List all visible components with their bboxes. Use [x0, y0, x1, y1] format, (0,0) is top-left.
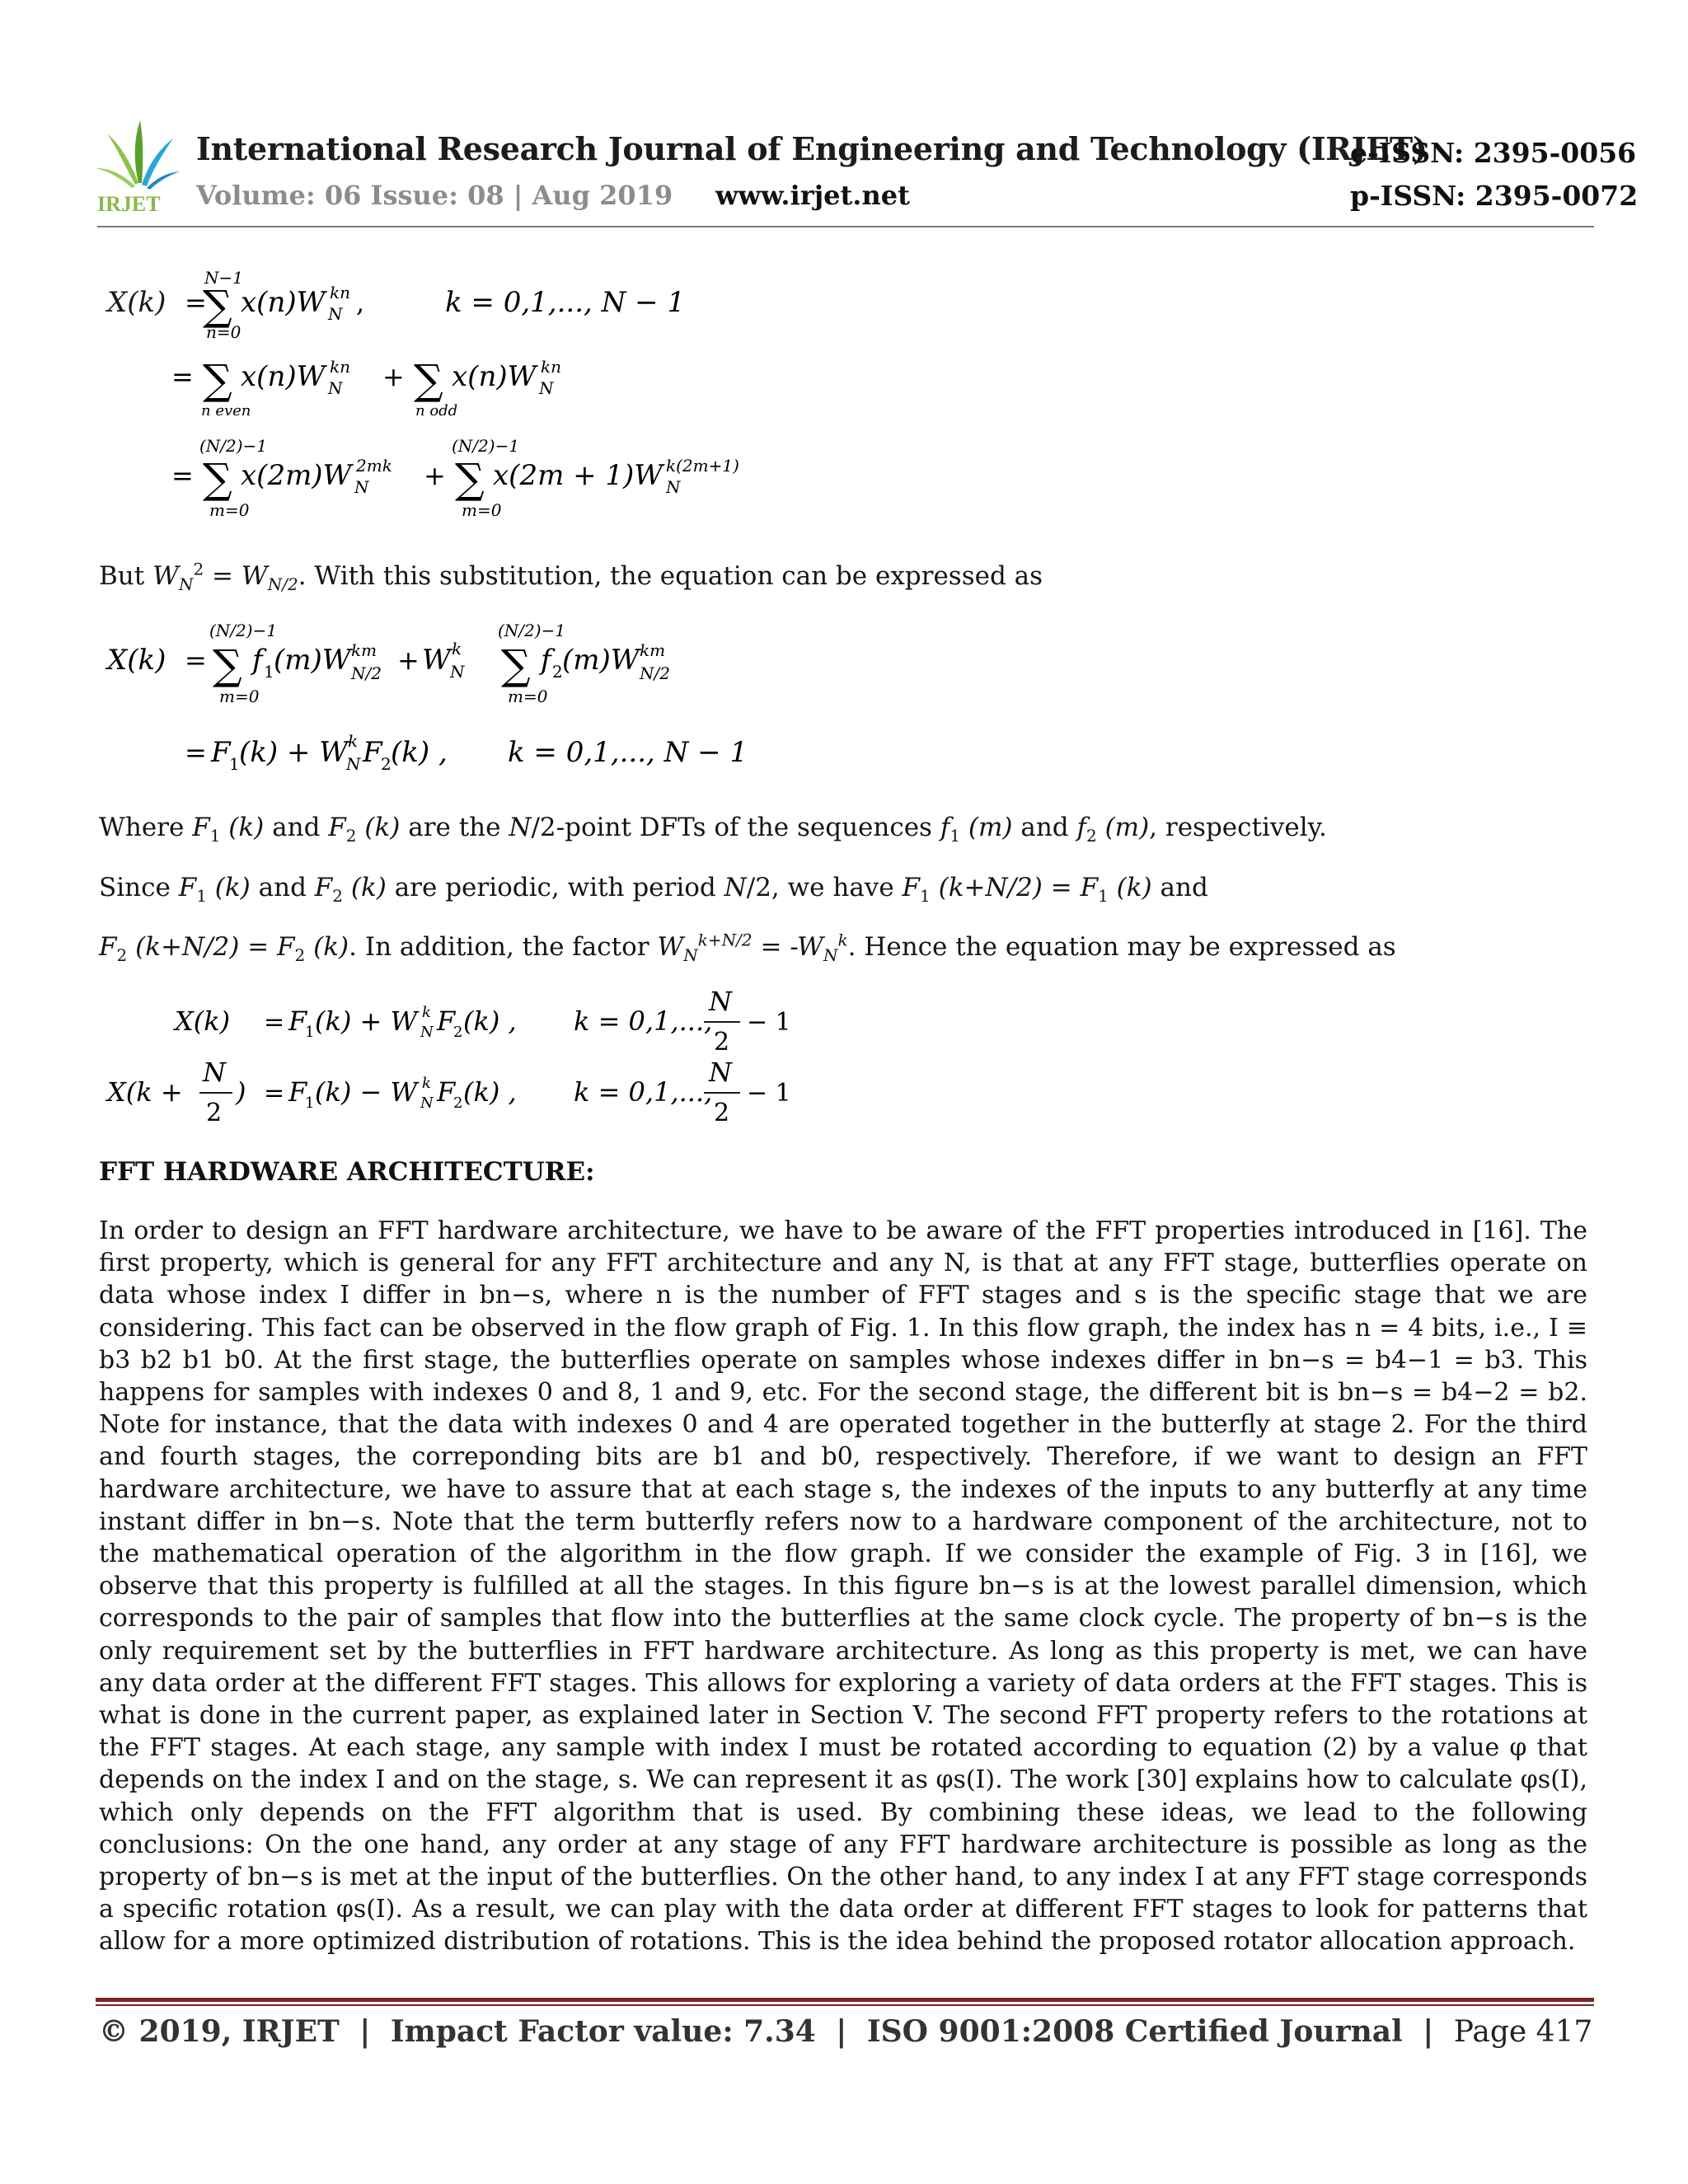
svg-text:n odd: n odd	[415, 402, 458, 419]
footer-iso: ISO 9001:2008 Certified Journal	[866, 2014, 1403, 2049]
svg-text:(N/2)−1: (N/2)−1	[209, 621, 278, 640]
svg-text:(m)W: (m)W	[274, 644, 351, 677]
section-heading: FFT HARDWARE ARCHITECTURE:	[99, 1157, 595, 1187]
svg-text:,: ,	[356, 287, 365, 318]
svg-text:1: 1	[229, 754, 240, 774]
journal-website-link[interactable]: www.irjet.net	[715, 180, 910, 211]
svg-text:=: =	[264, 1008, 285, 1037]
svg-text:1: 1	[264, 662, 274, 682]
svg-text:N: N	[328, 378, 343, 398]
svg-text:f: f	[252, 644, 263, 677]
svg-text:f: f	[541, 644, 551, 677]
svg-text:m=0: m=0	[508, 687, 548, 706]
svg-text:2: 2	[552, 662, 563, 682]
svg-text:X(k +: X(k +	[107, 1076, 183, 1108]
svg-text:N−1: N−1	[204, 268, 243, 288]
svg-text:N: N	[709, 1057, 732, 1088]
page-number: Page 417	[1453, 2015, 1593, 2049]
text-where-f1-f2: Where $F_1$ (k) and $F_2$ (k) are the N/2-point DFTs of the sequences $f_1$ (m) and $f_2$ (m), respectively.	[99, 813, 1327, 846]
svg-text:N: N	[450, 662, 465, 682]
svg-text:∑: ∑	[455, 455, 485, 503]
footer-separator: |	[359, 2014, 371, 2049]
footer-separator: |	[836, 2014, 847, 2049]
svg-text:(m)W: (m)W	[562, 644, 640, 677]
svg-text:∑: ∑	[203, 282, 232, 330]
svg-text:(k) ,: (k) ,	[391, 736, 448, 769]
svg-text:IRJET: IRJET	[97, 192, 161, 216]
equation-f1-f2	[99, 613, 758, 778]
svg-text:(N/2)−1: (N/2)−1	[452, 436, 520, 456]
svg-text:n=0: n=0	[206, 322, 241, 342]
volume-issue: Volume: 06 Issue: 08 | Aug 2019	[196, 180, 673, 211]
svg-text:1: 1	[305, 1094, 315, 1112]
svg-text:− 1: − 1	[747, 1008, 791, 1037]
svg-text:(k) + W: (k) + W	[315, 1005, 418, 1037]
svg-text:2: 2	[714, 1028, 730, 1057]
svg-text:N: N	[666, 477, 681, 497]
svg-text:∑: ∑	[203, 455, 232, 503]
journal-title: International Research Journal of Engineering and Technology (IRJET)	[196, 130, 1428, 167]
footer-impact-factor: Impact Factor value: 7.34	[390, 2014, 816, 2049]
text-substitution: But $W_N^2 = W_{N/2}$. With this substitution, the equation can be expressed as	[99, 559, 1043, 595]
svg-text:F: F	[437, 1076, 456, 1108]
svg-text:k = 0,1,...,: k = 0,1,...,	[574, 1005, 713, 1037]
svg-text:k: k	[422, 1075, 431, 1092]
svg-text:X(k): X(k)	[107, 644, 166, 677]
svg-text:+: +	[424, 460, 446, 491]
svg-text:2mk: 2mk	[356, 456, 392, 476]
svg-text:2: 2	[714, 1099, 730, 1127]
footer-separator: |	[1423, 2014, 1434, 2049]
svg-text:km: km	[640, 640, 666, 660]
svg-text:k = 0,1,..., N − 1: k = 0,1,..., N − 1	[445, 286, 686, 319]
svg-text:+: +	[397, 644, 420, 676]
text-periodic: Since $F_1$ (k) and $F_2$ (k) are periodic, with period N/2, we have $F_1$ $(k+N/2) = F_1$ (k) and	[99, 873, 1208, 907]
svg-text:m=0: m=0	[209, 500, 250, 520]
svg-text:F: F	[211, 736, 231, 769]
svg-text:n even: n even	[201, 402, 251, 419]
svg-text:m=0: m=0	[462, 500, 502, 520]
svg-text:F: F	[437, 1005, 456, 1037]
svg-text:(N/2)−1: (N/2)−1	[199, 436, 268, 456]
text-twiddle-factor: $F_2$ $(k+N/2) = F_2$ (k). In addition, the factor $W_N^{k+N/2} = -W_N^k$. Hence the equation may be expressed as	[99, 930, 1396, 966]
svg-text:kn: kn	[330, 357, 350, 377]
svg-text:F: F	[288, 1005, 307, 1037]
svg-text:∑: ∑	[203, 356, 232, 404]
svg-text:(k) ,: (k) ,	[463, 1076, 517, 1108]
svg-text:(k) − W: (k) − W	[315, 1076, 418, 1108]
svg-text:=: =	[171, 361, 194, 392]
svg-text:2: 2	[453, 1024, 463, 1041]
svg-text:2: 2	[453, 1094, 463, 1112]
svg-text:x(n)W: x(n)W	[241, 286, 326, 319]
svg-text:x(n)W: x(n)W	[241, 360, 326, 393]
svg-text:F: F	[288, 1076, 307, 1108]
svg-text:kn: kn	[330, 283, 350, 302]
svg-text:x(2m + 1)W: x(2m + 1)W	[493, 459, 663, 492]
svg-text:=: =	[264, 1079, 285, 1108]
p-issn: p-ISSN: 2395-0072	[1350, 180, 1639, 212]
svg-text:(N/2)−1: (N/2)−1	[498, 621, 566, 640]
svg-text:∑: ∑	[501, 641, 531, 689]
page-footer	[99, 2014, 1592, 2049]
svg-text:∑: ∑	[213, 641, 242, 689]
svg-text:k: k	[422, 1004, 431, 1021]
svg-text:k: k	[452, 639, 462, 658]
svg-text:N: N	[328, 304, 343, 324]
svg-text:x(n)W: x(n)W	[452, 360, 537, 393]
e-issn: e-ISSN: 2395-0056	[1350, 137, 1637, 169]
svg-text:N: N	[420, 1024, 434, 1041]
equation-butterfly	[99, 986, 808, 1131]
svg-text:N: N	[709, 986, 732, 1017]
svg-text:N: N	[420, 1094, 434, 1112]
svg-text:x(2m)W: x(2m)W	[241, 459, 352, 492]
svg-text:k(2m+1): k(2m+1)	[666, 456, 739, 476]
svg-text:km: km	[351, 640, 377, 660]
svg-text:+: +	[382, 361, 405, 392]
footer-copyright: © 2019, IRJET	[99, 2014, 340, 2049]
svg-text:m=0: m=0	[219, 687, 260, 706]
svg-text:− 1: − 1	[747, 1079, 791, 1108]
svg-text:2: 2	[381, 754, 392, 774]
svg-text:N: N	[354, 477, 369, 497]
svg-text:=: =	[185, 644, 207, 676]
svg-text:): )	[236, 1076, 246, 1108]
svg-text:N: N	[539, 378, 554, 398]
equation-dft-split	[99, 260, 775, 532]
header-divider	[97, 226, 1594, 227]
svg-text:k: k	[348, 731, 359, 751]
svg-text:N: N	[203, 1057, 226, 1088]
svg-text:=: =	[185, 287, 207, 318]
svg-text:(k) + W: (k) + W	[239, 736, 349, 769]
svg-text:1: 1	[305, 1024, 315, 1041]
svg-text:N/2: N/2	[640, 663, 670, 683]
svg-text:2: 2	[206, 1099, 223, 1127]
svg-text:W: W	[422, 644, 451, 677]
footer-divider-thin	[96, 2004, 1594, 2006]
svg-text:F: F	[363, 736, 382, 769]
svg-text:X(k): X(k)	[107, 286, 166, 319]
irjet-logo	[92, 117, 181, 216]
svg-text:k = 0,1,..., N − 1: k = 0,1,..., N − 1	[508, 736, 748, 769]
body-paragraph: In order to design an FFT hardware architecture, we have to be aware of the FFT properties introduced in [16]. The first property, which is general for any FFT architecture and any N, is that at any FFT stage, butterflies operate on data whose index I differ in bn−s, where n is the number of FFT stages and s is the specific stage that we are considering. This fact can be observed in the flow graph of Fig. 1. In this flow graph, the index has n = 4 bits, i.e., I ≡ b3 b2 b1 b0. At the first stage, the butterflies operate on samples whose indexes differ in bn−s = b4−1 = b3. This happens for samples with indexes 0 and 8, 1 and 9, etc. For the second stage, the different bit is bn−s = b4−2 = b2. Note for instance, that the data with indexes 0 and 4 are operated together in the butterfly at stage 2. For the third and fourth stages, the correponding bits are b1 and b0, respectively. Therefore, if we want to design an FFT hardware architecture, we have to assure that at each stage s, the indexes of the inputs to any butterfly at any time instant differ in bn−s. Note that the term butterfly refers now to a hardware component of the architecture, not to the mathematical operation of the algorithm in the flow graph. If we consider the example of Fig. 3 in [16], we observe that this property is fulfilled at all the stages. In this figure bn−s is at the lowest parallel dimension, which corresponds to the pair of samples that flow into the butterflies at the same clock cycle. The property of bn−s is the only requirement set by the butterflies in FFT hardware architecture. As long as this property is met, we can have any data order at the different FFT stages. This allows for exploring a variety of data orders at the FFT stages. This is what is done in the current paper, as explained later in Section V. The second FFT property refers to the rotations at the FFT stages. At each stage, any sample with index I must be rotated according to equation (2) by a value φ that depends on the index I and on the stage, s. We can represent it as φs(I). The work [30] explains how to calculate φs(I), which only depends on the FFT algorithm that is used. By combining these ideas, we lead to the following conclusions: On the one hand, any order at any stage of any FFT hardware architecture is possible as long as the property of bn−s is met at the input of the butterflies. On the other hand, to any index I at any FFT stage corresponds a specific rotation φs(I). As a result, we can play with the data order at different FFT stages to look for patterns that allow for a more optimized distribution of rotations. This is the idea behind the proposed rotator allocation approach.	[99, 1216, 1587, 1957]
svg-text:=: =	[185, 737, 207, 768]
svg-text:X(k): X(k)	[175, 1005, 231, 1037]
svg-text:kn: kn	[541, 357, 561, 377]
svg-text:N: N	[346, 754, 361, 774]
svg-text:N/2: N/2	[351, 663, 382, 683]
footer-divider	[96, 1998, 1594, 2002]
svg-text:=: =	[171, 460, 194, 491]
svg-text:(k) ,: (k) ,	[463, 1005, 517, 1037]
svg-text:k = 0,1,...,: k = 0,1,...,	[574, 1076, 713, 1108]
svg-text:∑: ∑	[414, 356, 443, 404]
